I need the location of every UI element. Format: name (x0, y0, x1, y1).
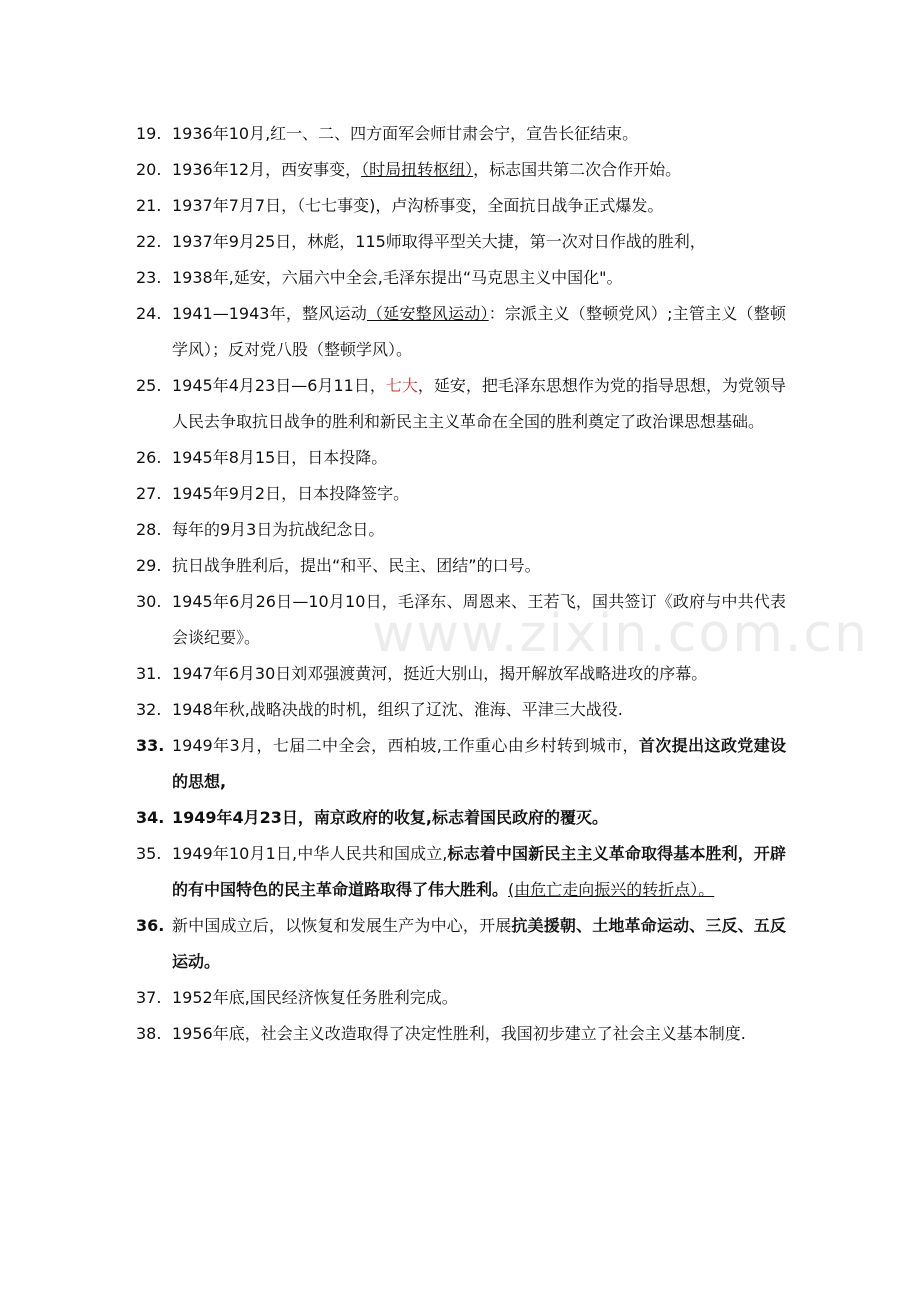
list-item (136, 1016, 786, 1052)
item-text (172, 188, 786, 224)
item-number: 33. (136, 736, 165, 755)
list-item (136, 836, 786, 908)
text-segment: 每年的9月3日为抗战纪念日。 (172, 520, 385, 539)
list-item (136, 656, 786, 692)
item-text (172, 512, 786, 548)
text-segment: 1945年9月2日，日本投降签字。 (172, 484, 410, 503)
text-segment: 1949年10月1日,中华人民共和国成立, (172, 844, 448, 863)
list-item (136, 368, 786, 440)
text-segment: 1949年3月，七届二中全会，西柏坡,工作重心由乡村转到城市， (172, 736, 639, 755)
text-segment: 1937年7月7日，（七七事变)，卢沟桥事变，全面抗日战争正式爆发。 (172, 196, 664, 215)
list-item (136, 116, 786, 152)
text-segment: （延安整风运动） (366, 304, 489, 323)
list-item (136, 908, 786, 980)
text-segment: 1945年6月26日—10月10日，毛泽东、周恩来、王若飞，国共签订《政府与中共代表会谈纪要》。 (172, 592, 786, 647)
text-segment: 1941—1943年，整风运动 (172, 304, 367, 323)
watermark-text: www.zixin.com.cn (372, 604, 869, 664)
text-segment: 七大 (385, 376, 418, 395)
item-text (172, 836, 786, 908)
item-text (172, 584, 786, 656)
text-segment: 1949年4月23日，南京政府的收复,标志着国民政府的覆灭。 (172, 808, 609, 827)
item-text (172, 260, 786, 296)
item-number: 27. (136, 484, 162, 503)
item-text (172, 908, 786, 980)
list-item (136, 512, 786, 548)
item-text (172, 548, 786, 584)
item-text (172, 800, 786, 836)
item-number: 23. (136, 268, 162, 287)
item-number: 24. (136, 304, 162, 323)
item-text (172, 1016, 786, 1052)
item-text (172, 728, 786, 800)
text-segment: 1938年,延安，六届六中全会,毛泽东提出“马克思主义中国化"。 (172, 268, 623, 287)
text-segment: 抗日战争胜利后，提出“和平、民主、团结”的口号。 (172, 556, 541, 575)
text-segment: 新中国成立后，以恢复和发展生产为中心，开展 (172, 916, 512, 935)
item-number: 19. (136, 124, 162, 143)
text-segment: 标志着中国新民主主义革命取得基本胜利，开辟的有中国特色的民主革命道路取得了伟大胜利。 (172, 844, 786, 899)
list-item (136, 728, 786, 800)
item-number: 30. (136, 592, 162, 611)
item-text (172, 368, 786, 440)
item-text (172, 656, 786, 692)
text-segment: 1936年12月，西安事变， (172, 160, 362, 179)
item-number: 35. (136, 844, 162, 863)
item-number: 37. (136, 988, 162, 1007)
text-segment: 1952年底,国民经济恢复任务胜利完成。 (172, 988, 458, 1007)
item-text (172, 296, 786, 368)
list-item (136, 296, 786, 368)
item-number: 21. (136, 196, 162, 215)
text-segment: ，延安，把毛泽东思想作为党的指导思想，为党领导人民去争取抗日战争的胜利和新民主主义革命在全国的胜利奠定了政治课思想基础。 (172, 376, 786, 431)
list-item (136, 692, 786, 728)
item-number: 36. (136, 916, 165, 935)
item-text (172, 440, 786, 476)
item-text (172, 692, 786, 728)
item-number: 22. (136, 232, 162, 251)
list-item (136, 188, 786, 224)
item-number: 32. (136, 700, 162, 719)
list-item (136, 152, 786, 188)
item-number: 38. (136, 1024, 162, 1043)
item-text (172, 152, 786, 188)
item-number: 34. (136, 808, 165, 827)
text-segment: 1948年秋,战略决战的时机，组织了辽沈、淮海、平津三大战役. (172, 700, 623, 719)
text-segment: 抗美援朝、土地革命运动、三反、五反运动。 (172, 916, 786, 971)
text-segment: 1937年9月25日，林彪，115师取得平型关大捷，第一次对日作战的胜利， (172, 232, 706, 251)
item-text (172, 476, 786, 512)
text-segment: 1947年6月30日刘邓强渡黄河，挺近大别山，揭开解放军战略进攻的序幕。 (172, 664, 708, 683)
text-segment: ：宗派主义（整顿党风）;主管主义（整顿学风）；反对党八股（整顿学风）。 (172, 304, 786, 359)
text-segment: (由危亡走向振兴的转折点）。 (508, 880, 715, 899)
history-timeline-list (136, 116, 786, 1052)
item-text (172, 224, 786, 260)
text-segment: 1956年底，社会主义改造取得了决定性胜利，我国初步建立了社会主义基本制度. (172, 1024, 746, 1043)
item-number: 26. (136, 448, 162, 467)
list-item (136, 260, 786, 296)
text-segment: （时局扭转枢纽） (361, 160, 474, 179)
list-item (136, 440, 786, 476)
item-number: 28. (136, 520, 162, 539)
list-item (136, 584, 786, 656)
list-item (136, 980, 786, 1016)
text-segment: 1936年10月,红一、二、四方面军会师甘肃会宁，宣告长征结束。 (172, 124, 639, 143)
item-text (172, 116, 786, 152)
item-number: 25. (136, 376, 162, 395)
list-item (136, 548, 786, 584)
item-text (172, 980, 786, 1016)
text-segment: 1945年4月23日—6月11日， (172, 376, 386, 395)
text-segment: ，标志国共第二次合作开始。 (473, 160, 682, 179)
item-number: 31. (136, 664, 162, 683)
text-segment: 首次提出这政党建设的思想, (172, 736, 786, 791)
item-number: 20. (136, 160, 162, 179)
list-item (136, 800, 786, 836)
list-item (136, 476, 786, 512)
list-item (136, 224, 786, 260)
text-segment: 1945年8月15日，日本投降。 (172, 448, 388, 467)
item-number: 29. (136, 556, 162, 575)
